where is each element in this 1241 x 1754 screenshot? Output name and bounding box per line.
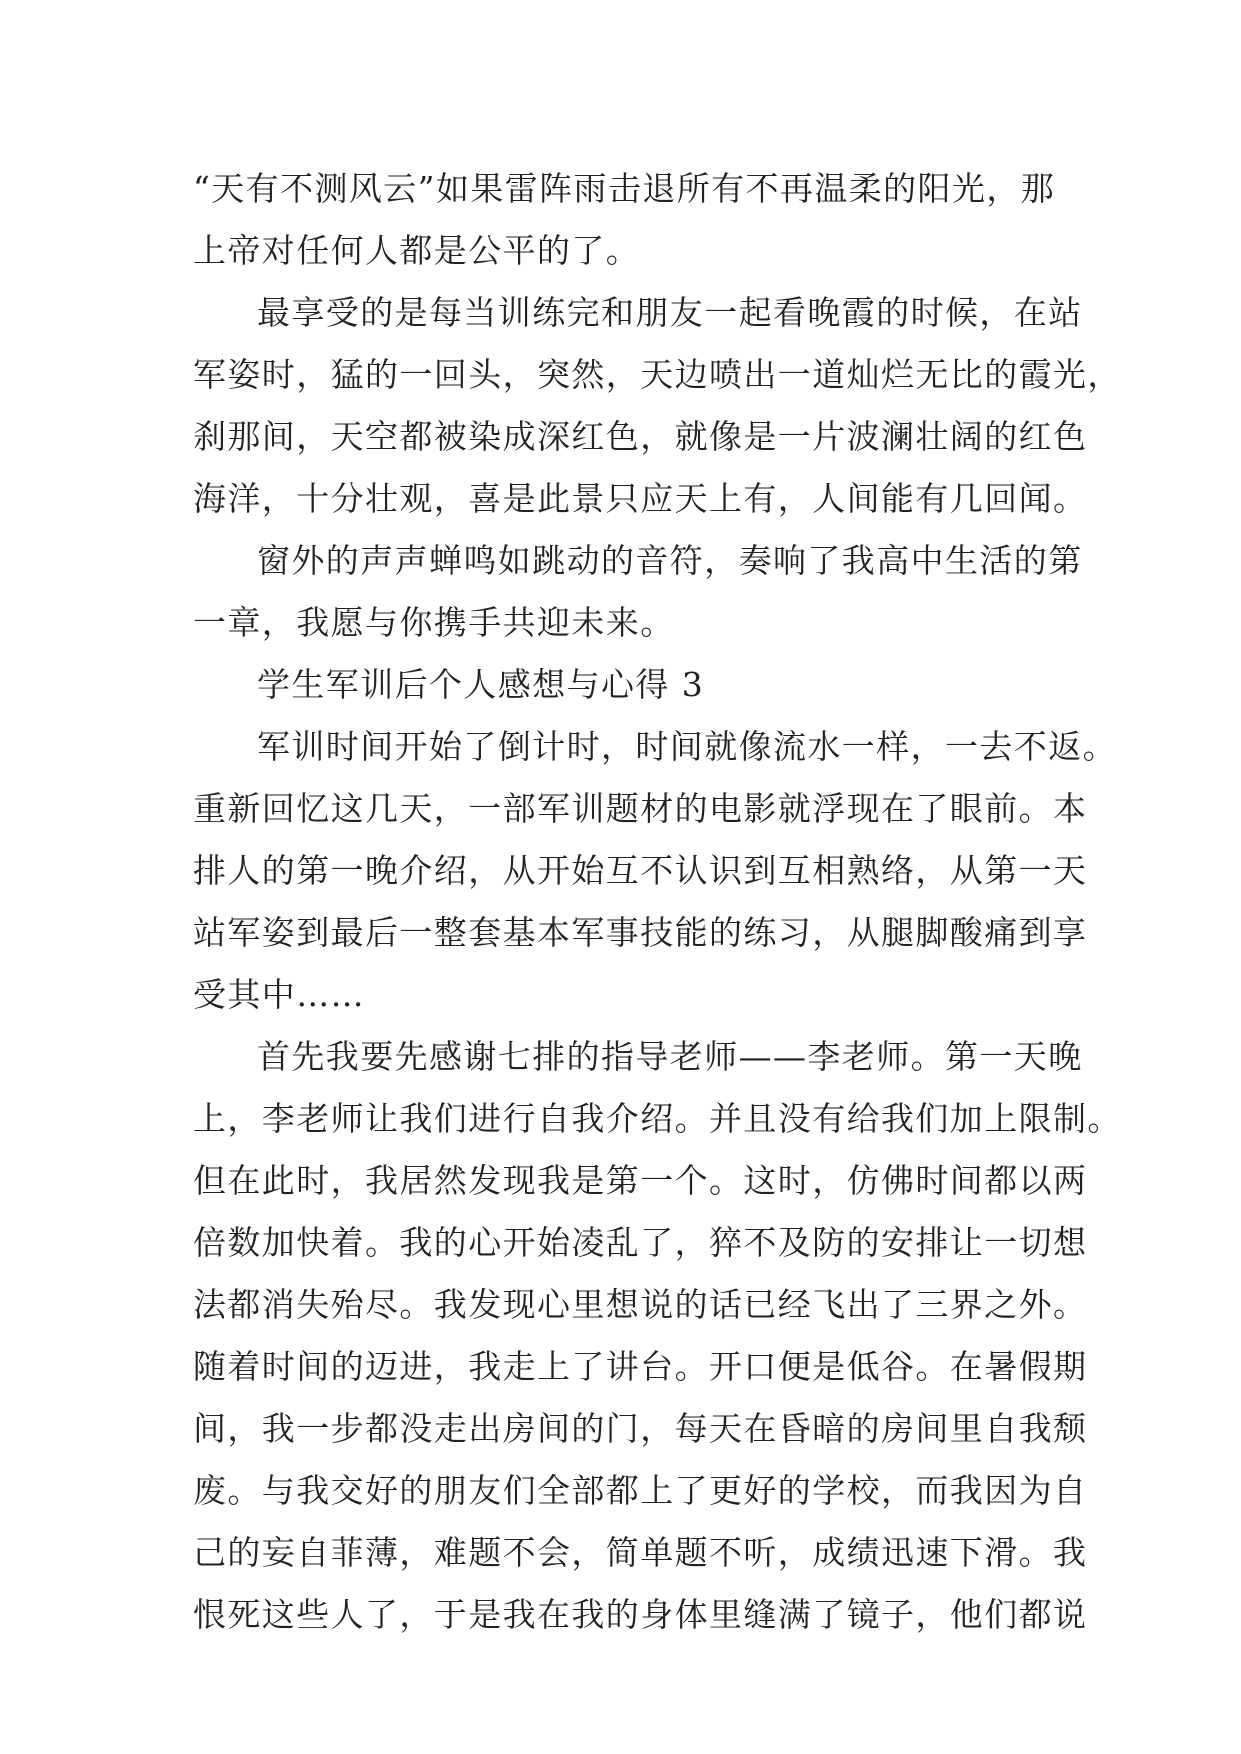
text-line: 但在此时，我居然发现我是第一个。这时，仿佛时间都以两 [193,1161,1088,1200]
text-line: 受其中…… [193,975,365,1014]
text-line: 站军姿到最后一整套基本军事技能的练习，从腿脚酸痛到享 [193,913,1088,952]
text-line: 军训时间开始了倒计时，时间就像流水一样，一去不返。 [257,727,1117,766]
text-line: 海洋，十分壮观，喜是此景只应天上有，人间能有几回闻。 [193,479,1088,518]
text-line: 一章，我愿与你携手共迎未来。 [193,603,675,642]
text-line: 恨死这些人了，于是我在我的身体里缝满了镜子，他们都说 [193,1595,1088,1634]
text-line: 己的妄自菲薄，难题不会，简单题不听，成绩迅速下滑。我 [193,1533,1088,1572]
text-line: 最享受的是每当训练完和朋友一起看晚霞的时候，在站 [257,293,1083,332]
text-line: 首先我要先感谢七排的指导老师——李老师。第一天晚 [257,1037,1083,1076]
section-heading: 学生军训后个人感想与心得 3 [257,665,705,704]
text-line: 上帝对任何人都是公平的了。 [193,231,641,270]
text-line: 废。与我交好的朋友们全部都上了更好的学校，而我因为自 [193,1471,1088,1510]
text-line: 倍数加快着。我的心开始凌乱了，猝不及防的安排让一切想 [193,1223,1088,1262]
text-line: 军姿时，猛的一回头，突然，天边喷出一道灿烂无比的霞光， [193,355,1122,394]
text-line: 上，李老师让我们进行自我介绍。并且没有给我们加上限制。 [193,1099,1122,1138]
text-line: 窗外的声声蝉鸣如跳动的音符，奏响了我高中生活的第 [257,541,1083,580]
text-line: 排人的第一晚介绍，从开始互不认识到互相熟络，从第一天 [193,851,1088,890]
text-line: 间，我一步都没走出房间的门，每天在昏暗的房间里自我颓 [193,1409,1088,1448]
document-body [193,158,1122,1646]
text-line: 法都消失殆尽。我发现心里想说的话已经飞出了三界之外。 [193,1285,1088,1324]
text-line: “天有不测风云”如果雷阵雨击退所有不再温柔的阳光，那 [193,169,1056,208]
text-line: 随着时间的迈进，我走上了讲台。开口便是低谷。在暑假期 [193,1347,1088,1386]
text-line: 刹那间，天空都被染成深红色，就像是一片波澜壮阔的红色 [193,417,1088,456]
text-line: 重新回忆这几天，一部军训题材的电影就浮现在了眼前。本 [193,789,1088,828]
